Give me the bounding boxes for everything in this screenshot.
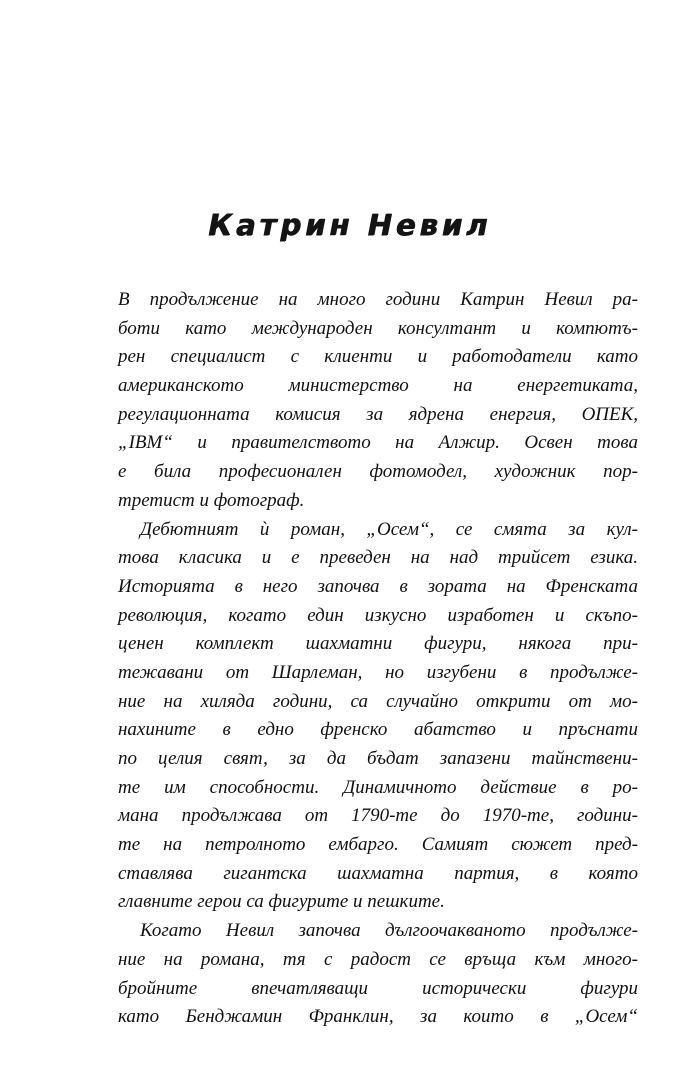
text-line: те на петролното ембарго. Самият сюжет пред-: [118, 834, 638, 856]
text-line: те им способности. Динамичното действие в ро-: [118, 776, 638, 798]
text-line: мана продължава от 1790-те до 1970-те, години-: [118, 805, 638, 827]
text-line: бройните впечатляващи исторически фигури: [118, 977, 638, 999]
text-line: като Бенджамин Франклин, за които в „Осем“: [118, 1006, 638, 1028]
text-line: нахините в едно френско абатство и пръснати: [118, 719, 638, 741]
text-line: тежавани от Шарлеман, но изгубени в продълже-: [118, 661, 638, 683]
text-line: ние на хиляда години, са случайно открити от мо-: [118, 690, 638, 712]
text-line: американското министерство на енергетиката,: [118, 375, 638, 397]
text-line: по целия свят, за да бъдат запазени тайнствени-: [118, 748, 638, 769]
text-line: това класика и е преведен на над трийсет езика.: [118, 547, 638, 569]
text-line: В продължение на много години Катрин Невил ра-: [118, 289, 638, 310]
text-line: главните герои са фигурите и пешките.: [118, 891, 445, 913]
text-line: ценен комплект шахматни фигури, някога при-: [118, 633, 638, 655]
author-bio-text: [118, 286, 638, 1032]
text-line: е била професионален фотомодел, художник пор-: [118, 461, 638, 483]
text-line: рен специалист с клиенти и работодатели като: [118, 346, 638, 368]
text-line: ние на романа, тя с радост се връща към много-: [118, 948, 638, 970]
author-heading: Катрин Невил: [208, 208, 492, 242]
text-line: революция, когато един изкусно изработен и скъпо-: [118, 604, 638, 626]
text-line: Когато Невил започва дългоочакваното продълже-: [140, 920, 638, 942]
text-line: третист и фотограф.: [118, 489, 305, 511]
text-line: „IBM“ и правителството на Алжир. Освен това: [118, 432, 638, 454]
text-line: регулационната комисия за ядрена енергия, ОПЕК,: [118, 403, 638, 425]
text-line: Дебютният ѝ роман, „Осем“, се смята за кул-: [140, 518, 638, 540]
text-line: боти като международен консултант и компютъ-: [118, 317, 638, 339]
text-line: Историята в него започва в зората на Френската: [118, 575, 638, 597]
text-line: ставлява гигантска шахматна партия, в която: [118, 862, 638, 884]
